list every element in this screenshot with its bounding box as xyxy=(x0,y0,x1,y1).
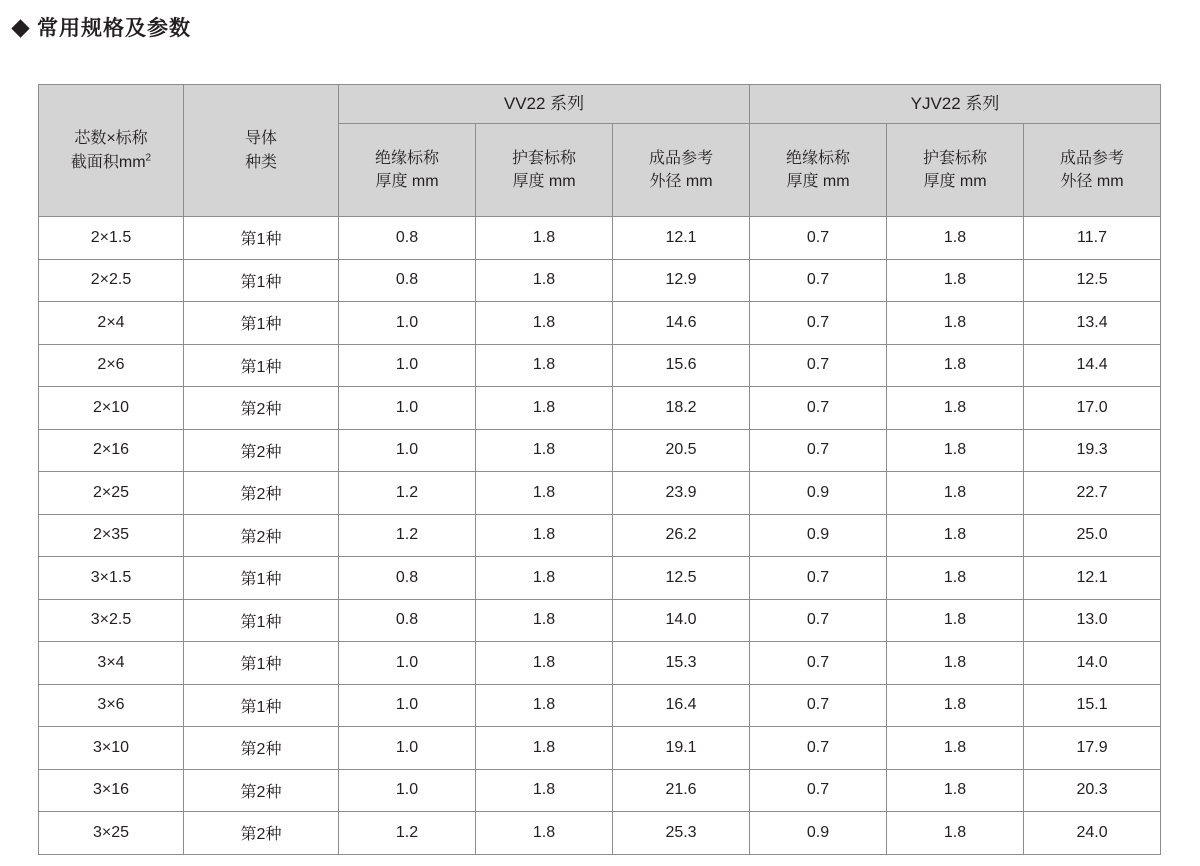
cell-vv22-insulation: 1.2 xyxy=(339,472,476,515)
cell-yjv22-insulation: 0.9 xyxy=(750,812,887,855)
cell-vv22-sheath: 1.8 xyxy=(476,684,613,727)
cell-spec-size: 3×2.5 xyxy=(39,599,184,642)
header-yjv22-insulation-line1: 绝缘标称 xyxy=(786,149,851,167)
table-row xyxy=(39,812,1161,855)
cell-yjv22-insulation: 0.7 xyxy=(750,642,887,685)
cell-vv22-sheath: 1.8 xyxy=(476,217,613,260)
cell-yjv22-diameter: 14.4 xyxy=(1024,344,1161,387)
header-vv22-insulation-line1: 绝缘标称 xyxy=(374,149,439,167)
cell-conductor-type: 第1种 xyxy=(184,302,339,345)
cell-yjv22-insulation: 0.7 xyxy=(750,557,887,600)
cell-vv22-sheath: 1.8 xyxy=(476,387,613,430)
table-row xyxy=(39,642,1161,685)
cell-vv22-insulation: 1.0 xyxy=(339,642,476,685)
cell-yjv22-sheath: 1.8 xyxy=(887,387,1024,430)
table-row xyxy=(39,727,1161,770)
cell-vv22-diameter: 15.3 xyxy=(613,642,750,685)
cell-yjv22-sheath: 1.8 xyxy=(887,599,1024,642)
header-core-line2-text: 截面积mm xyxy=(70,153,146,171)
cell-yjv22-insulation: 0.7 xyxy=(750,387,887,430)
cell-spec-size: 3×6 xyxy=(39,684,184,727)
cell-vv22-insulation: 0.8 xyxy=(339,259,476,302)
cell-conductor-type: 第1种 xyxy=(184,557,339,600)
cell-yjv22-sheath: 1.8 xyxy=(887,812,1024,855)
cell-vv22-diameter: 12.9 xyxy=(613,259,750,302)
cell-vv22-insulation: 1.0 xyxy=(339,727,476,770)
header-vv22-diameter-line2: 外径 mm xyxy=(649,173,713,190)
header-yjv22-insulation-thickness xyxy=(750,124,887,217)
cell-spec-size: 2×2.5 xyxy=(39,259,184,302)
cell-vv22-sheath: 1.8 xyxy=(476,302,613,345)
cell-vv22-diameter: 14.6 xyxy=(613,302,750,345)
header-core-section-area xyxy=(39,85,184,217)
table-row xyxy=(39,302,1161,345)
cell-vv22-sheath: 1.8 xyxy=(476,514,613,557)
cell-yjv22-sheath: 1.8 xyxy=(887,769,1024,812)
header-vv22-outer-diameter xyxy=(613,124,750,217)
cell-conductor-type: 第2种 xyxy=(184,387,339,430)
cell-yjv22-sheath: 1.8 xyxy=(887,429,1024,472)
cell-yjv22-diameter: 13.0 xyxy=(1024,599,1161,642)
section-heading xyxy=(0,0,1200,42)
table-row xyxy=(39,387,1161,430)
header-vv22-sheath-thickness xyxy=(476,124,613,217)
cell-yjv22-diameter: 24.0 xyxy=(1024,812,1161,855)
header-vv22-diameter-line1: 成品参考 xyxy=(649,149,714,167)
cell-yjv22-diameter: 14.0 xyxy=(1024,642,1161,685)
cell-conductor-type: 第1种 xyxy=(184,642,339,685)
spec-table-container xyxy=(0,42,1200,855)
cell-vv22-diameter: 20.5 xyxy=(613,429,750,472)
header-yjv22-diameter-line2: 外径 mm xyxy=(1060,173,1124,190)
cell-vv22-diameter: 12.1 xyxy=(613,217,750,260)
table-row xyxy=(39,769,1161,812)
cell-vv22-sheath: 1.8 xyxy=(476,812,613,855)
cell-vv22-diameter: 16.4 xyxy=(613,684,750,727)
cell-vv22-insulation: 0.8 xyxy=(339,599,476,642)
cell-yjv22-sheath: 1.8 xyxy=(887,259,1024,302)
cell-spec-size: 3×4 xyxy=(39,642,184,685)
cell-vv22-insulation: 1.0 xyxy=(339,429,476,472)
cell-vv22-diameter: 12.5 xyxy=(613,557,750,600)
table-row xyxy=(39,344,1161,387)
table-head xyxy=(39,85,1161,217)
cell-conductor-type: 第2种 xyxy=(184,812,339,855)
header-core-line2 xyxy=(39,151,183,174)
cell-yjv22-diameter: 17.9 xyxy=(1024,727,1161,770)
cell-yjv22-insulation: 0.9 xyxy=(750,472,887,515)
cell-yjv22-diameter: 20.3 xyxy=(1024,769,1161,812)
header-yjv22-insulation-line2: 厚度 mm xyxy=(786,173,850,190)
cell-spec-size: 3×1.5 xyxy=(39,557,184,600)
header-group-vv22: VV22 系列 xyxy=(339,85,750,124)
cell-conductor-type: 第1种 xyxy=(184,259,339,302)
cell-conductor-type: 第2种 xyxy=(184,429,339,472)
cell-vv22-diameter: 26.2 xyxy=(613,514,750,557)
cell-vv22-diameter: 21.6 xyxy=(613,769,750,812)
header-yjv22-diameter-line1: 成品参考 xyxy=(1060,149,1125,167)
cell-conductor-type: 第1种 xyxy=(184,684,339,727)
cell-yjv22-sheath: 1.8 xyxy=(887,302,1024,345)
cell-yjv22-sheath: 1.8 xyxy=(887,727,1024,770)
cell-yjv22-insulation: 0.9 xyxy=(750,514,887,557)
cell-yjv22-diameter: 22.7 xyxy=(1024,472,1161,515)
cell-vv22-sheath: 1.8 xyxy=(476,557,613,600)
cell-vv22-sheath: 1.8 xyxy=(476,259,613,302)
header-vv22-insulation-thickness xyxy=(339,124,476,217)
cell-vv22-sheath: 1.8 xyxy=(476,727,613,770)
cell-spec-size: 2×6 xyxy=(39,344,184,387)
cell-yjv22-diameter: 12.5 xyxy=(1024,259,1161,302)
header-vv22-insulation-line2: 厚度 mm xyxy=(375,173,439,190)
cell-spec-size: 3×25 xyxy=(39,812,184,855)
cell-yjv22-diameter: 19.3 xyxy=(1024,429,1161,472)
header-yjv22-sheath-line2: 厚度 mm xyxy=(923,173,987,190)
cell-vv22-insulation: 1.0 xyxy=(339,769,476,812)
cell-vv22-sheath: 1.8 xyxy=(476,642,613,685)
cell-yjv22-diameter: 25.0 xyxy=(1024,514,1161,557)
header-yjv22-outer-diameter xyxy=(1024,124,1161,217)
cell-vv22-insulation: 0.8 xyxy=(339,557,476,600)
table-row xyxy=(39,514,1161,557)
header-yjv22-sheath-thickness xyxy=(887,124,1024,217)
header-vv22-sheath-line2: 厚度 mm xyxy=(512,173,576,190)
cell-vv22-diameter: 18.2 xyxy=(613,387,750,430)
table-row xyxy=(39,259,1161,302)
cell-yjv22-insulation: 0.7 xyxy=(750,259,887,302)
cell-vv22-diameter: 25.3 xyxy=(613,812,750,855)
table-row xyxy=(39,557,1161,600)
cell-vv22-diameter: 14.0 xyxy=(613,599,750,642)
cell-vv22-sheath: 1.8 xyxy=(476,344,613,387)
cell-vv22-sheath: 1.8 xyxy=(476,769,613,812)
cell-yjv22-sheath: 1.8 xyxy=(887,642,1024,685)
cell-vv22-insulation: 1.0 xyxy=(339,302,476,345)
cell-conductor-type: 第2种 xyxy=(184,472,339,515)
cell-vv22-insulation: 1.0 xyxy=(339,387,476,430)
table-body xyxy=(39,217,1161,855)
table-row xyxy=(39,429,1161,472)
cell-spec-size: 3×16 xyxy=(39,769,184,812)
table-row xyxy=(39,472,1161,515)
cell-spec-size: 2×16 xyxy=(39,429,184,472)
cell-conductor-type: 第2种 xyxy=(184,769,339,812)
cell-yjv22-sheath: 1.8 xyxy=(887,344,1024,387)
cell-vv22-insulation: 0.8 xyxy=(339,217,476,260)
header-conductor-line1: 导体 xyxy=(244,130,277,148)
cell-conductor-type: 第1种 xyxy=(184,344,339,387)
cell-conductor-type: 第1种 xyxy=(184,599,339,642)
cell-conductor-type: 第1种 xyxy=(184,217,339,260)
cell-spec-size: 2×1.5 xyxy=(39,217,184,260)
cell-yjv22-insulation: 0.7 xyxy=(750,302,887,345)
cell-yjv22-insulation: 0.7 xyxy=(750,684,887,727)
cell-vv22-sheath: 1.8 xyxy=(476,429,613,472)
header-core-line1: 芯数×标称 xyxy=(74,130,148,148)
cell-yjv22-diameter: 17.0 xyxy=(1024,387,1161,430)
cell-spec-size: 2×4 xyxy=(39,302,184,345)
header-conductor-line2: 种类 xyxy=(244,153,277,171)
cell-vv22-diameter: 23.9 xyxy=(613,472,750,515)
cell-vv22-insulation: 1.2 xyxy=(339,514,476,557)
cell-vv22-insulation: 1.0 xyxy=(339,344,476,387)
cell-yjv22-sheath: 1.8 xyxy=(887,472,1024,515)
cell-yjv22-insulation: 0.7 xyxy=(750,217,887,260)
header-yjv22-sheath-line1: 护套标称 xyxy=(923,149,988,167)
cell-yjv22-diameter: 12.1 xyxy=(1024,557,1161,600)
page-title: 常用规格及参数 xyxy=(37,16,191,40)
cell-yjv22-insulation: 0.7 xyxy=(750,769,887,812)
header-vv22-sheath-line1: 护套标称 xyxy=(511,149,576,167)
cell-yjv22-insulation: 0.7 xyxy=(750,599,887,642)
cell-spec-size: 3×10 xyxy=(39,727,184,770)
cell-yjv22-sheath: 1.8 xyxy=(887,217,1024,260)
table-row xyxy=(39,684,1161,727)
header-core-superscript: 2 xyxy=(145,152,152,164)
cell-conductor-type: 第2种 xyxy=(184,514,339,557)
cell-yjv22-sheath: 1.8 xyxy=(887,557,1024,600)
table-row xyxy=(39,599,1161,642)
cell-yjv22-sheath: 1.8 xyxy=(887,514,1024,557)
cell-yjv22-diameter: 11.7 xyxy=(1024,217,1161,260)
cell-spec-size: 2×25 xyxy=(39,472,184,515)
cell-yjv22-insulation: 0.7 xyxy=(750,727,887,770)
cell-yjv22-insulation: 0.7 xyxy=(750,429,887,472)
cell-vv22-diameter: 19.1 xyxy=(613,727,750,770)
cell-spec-size: 2×10 xyxy=(39,387,184,430)
table-row xyxy=(39,217,1161,260)
cell-vv22-sheath: 1.8 xyxy=(476,599,613,642)
diamond-bullet-icon xyxy=(11,19,29,37)
cell-vv22-diameter: 15.6 xyxy=(613,344,750,387)
cell-yjv22-diameter: 13.4 xyxy=(1024,302,1161,345)
cell-yjv22-diameter: 15.1 xyxy=(1024,684,1161,727)
header-group-yjv22: YJV22 系列 xyxy=(750,85,1161,124)
cell-yjv22-insulation: 0.7 xyxy=(750,344,887,387)
cell-conductor-type: 第2种 xyxy=(184,727,339,770)
cell-spec-size: 2×35 xyxy=(39,514,184,557)
header-conductor-type xyxy=(184,85,339,217)
specification-table xyxy=(38,84,1161,855)
group-header-row xyxy=(39,85,1161,124)
cell-vv22-insulation: 1.2 xyxy=(339,812,476,855)
cell-vv22-insulation: 1.0 xyxy=(339,684,476,727)
cell-vv22-sheath: 1.8 xyxy=(476,472,613,515)
cell-yjv22-sheath: 1.8 xyxy=(887,684,1024,727)
